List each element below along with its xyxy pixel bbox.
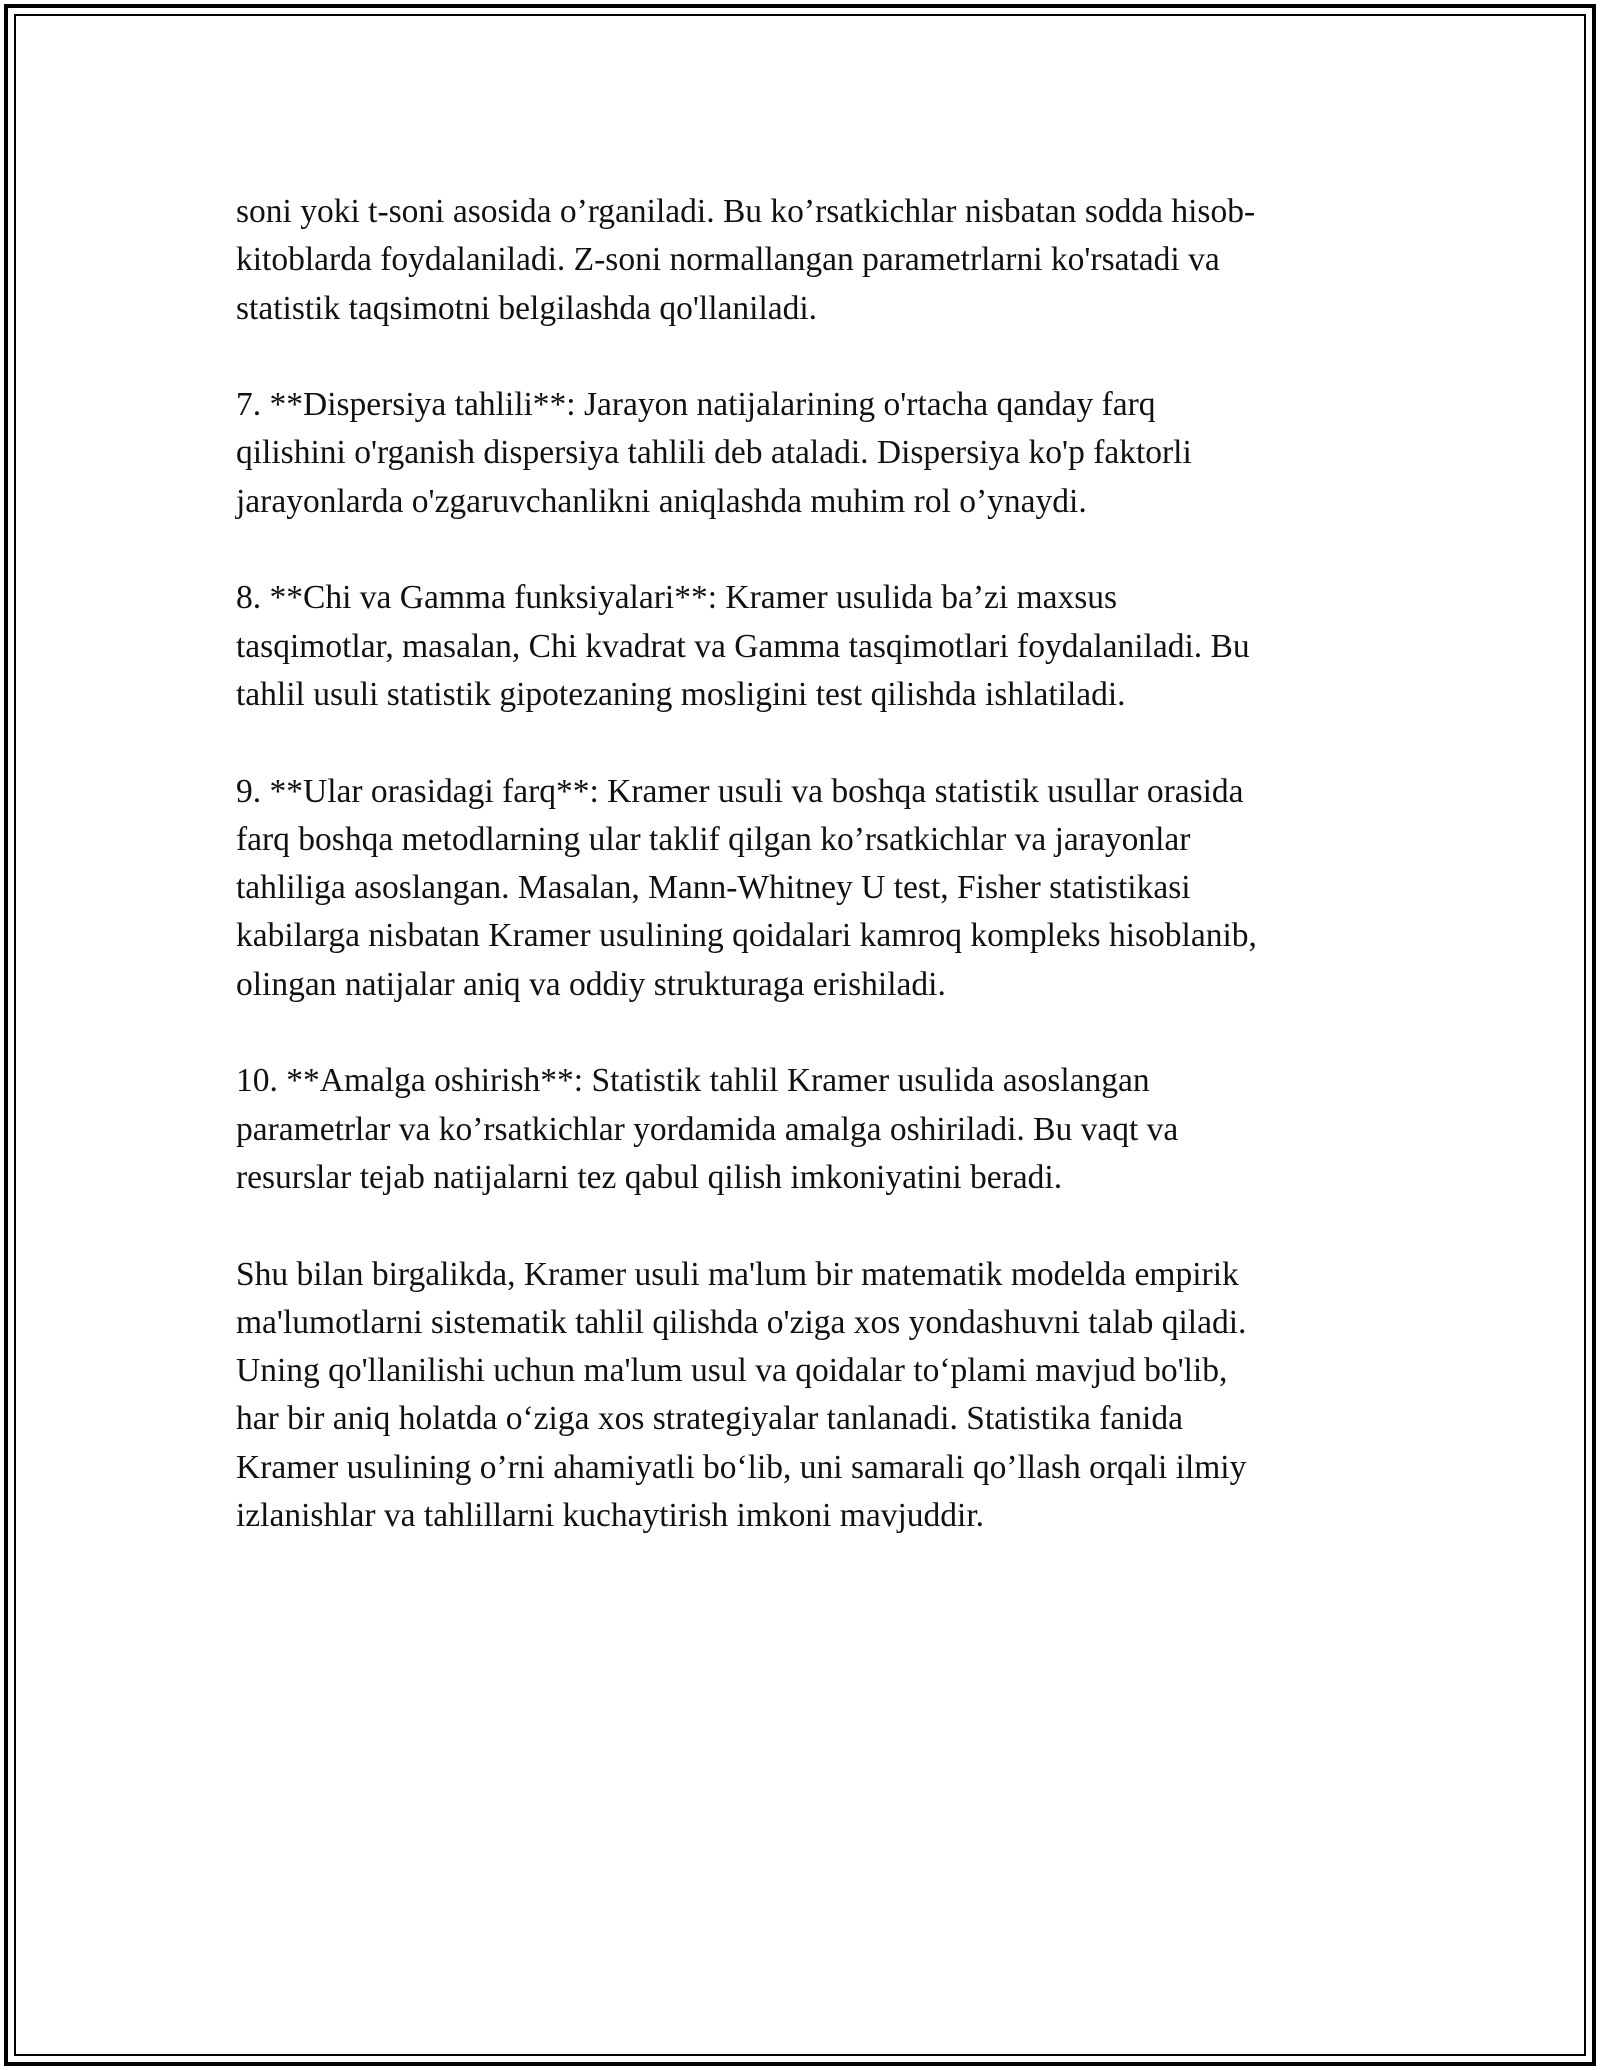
text-line: parametrlar va ko’rsatkichlar yordamida amalga oshiriladi. Bu vaqt va xyxy=(236,1110,1179,1148)
text-line: kitoblarda foydalaniladi. Z-soni normallangan parametrlarni ko'rsatadi va xyxy=(236,241,1220,279)
text-line: tahlil usuli statistik gipotezaning mosligini test qilishda ishlatiladi. xyxy=(236,675,1126,713)
text-line: Uning qo'llanilishi uchun ma'lum usul va qoidalar to‘plami mavjud bo'lib, xyxy=(236,1352,1228,1390)
paragraph-item-9 xyxy=(236,768,1356,1009)
text-line: jarayonlarda o'zgaruvchanlikni aniqlashda muhim rol o’ynaydi. xyxy=(236,482,1087,520)
text-line: 10. **Amalga oshirish**: Statistik tahlil Kramer usulida asoslangan xyxy=(236,1062,1150,1100)
text-line: 7. **Dispersiya tahlili**: Jarayon natijalarining o'rtacha qanday farq xyxy=(236,386,1156,424)
paragraph-item-7 xyxy=(236,381,1356,526)
text-line: izlanishlar va tahlillarni kuchaytirish imkoni mavjuddir. xyxy=(236,1497,985,1535)
text-line: Shu bilan birgalikda, Kramer usuli ma'lum bir matematik modelda empirik xyxy=(236,1255,1239,1293)
text-line: tasqimotlar, masalan, Chi kvadrat va Gamma tasqimotlari foydalaniladi. Bu xyxy=(236,627,1250,665)
text-line: resurslar tejab natijalarni tez qabul qilish imkoniyatini beradi. xyxy=(236,1158,1063,1196)
text-line: farq boshqa metodlarning ular taklif qilgan ko’rsatkichlar va jarayonlar xyxy=(236,820,1191,858)
text-line: 9. **Ular orasidagi farq**: Kramer usuli va boshqa statistik usullar orasida xyxy=(236,772,1244,810)
text-line: Kramer usulining o’rni ahamiyatli bo‘lib, uni samarali qo’llash orqali ilmiy xyxy=(236,1448,1247,1486)
text-line: soni yoki t-soni asosida o’rganiladi. Bu ko’rsatkichlar nisbatan sodda hisob- xyxy=(236,193,1256,230)
document-body xyxy=(236,188,1356,1589)
paragraph-item-10 xyxy=(236,1057,1356,1202)
text-line: olingan natijalar aniq va oddiy strukturaga erishiladi. xyxy=(236,965,946,1003)
paragraph-item-8 xyxy=(236,574,1356,719)
text-line: 8. **Chi va Gamma funksiyalari**: Kramer usulida ba’zi maxsus xyxy=(236,579,1118,617)
text-line: ma'lumotlarni sistematik tahlil qilishda o'ziga xos yondashuvni talab qiladi. xyxy=(236,1303,1247,1341)
text-line: qilishini o'rganish dispersiya tahlili deb ataladi. Dispersiya ko'p faktorli xyxy=(236,434,1192,472)
paragraph-z-soni xyxy=(236,188,1356,333)
text-line: har bir aniq holatda o‘ziga xos strategiyalar tanlanadi. Statistika fanida xyxy=(236,1400,1183,1438)
text-line: kabilarga nisbatan Kramer usulining qoidalari kamroq kompleks hisoblanib, xyxy=(236,917,1257,955)
paragraph-conclusion xyxy=(236,1251,1356,1541)
text-line: tahliliga asoslangan. Masalan, Mann-Whitney U test, Fisher statistikasi xyxy=(236,869,1191,907)
text-line: statistik taqsimotni belgilashda qo'llaniladi. xyxy=(236,289,818,327)
